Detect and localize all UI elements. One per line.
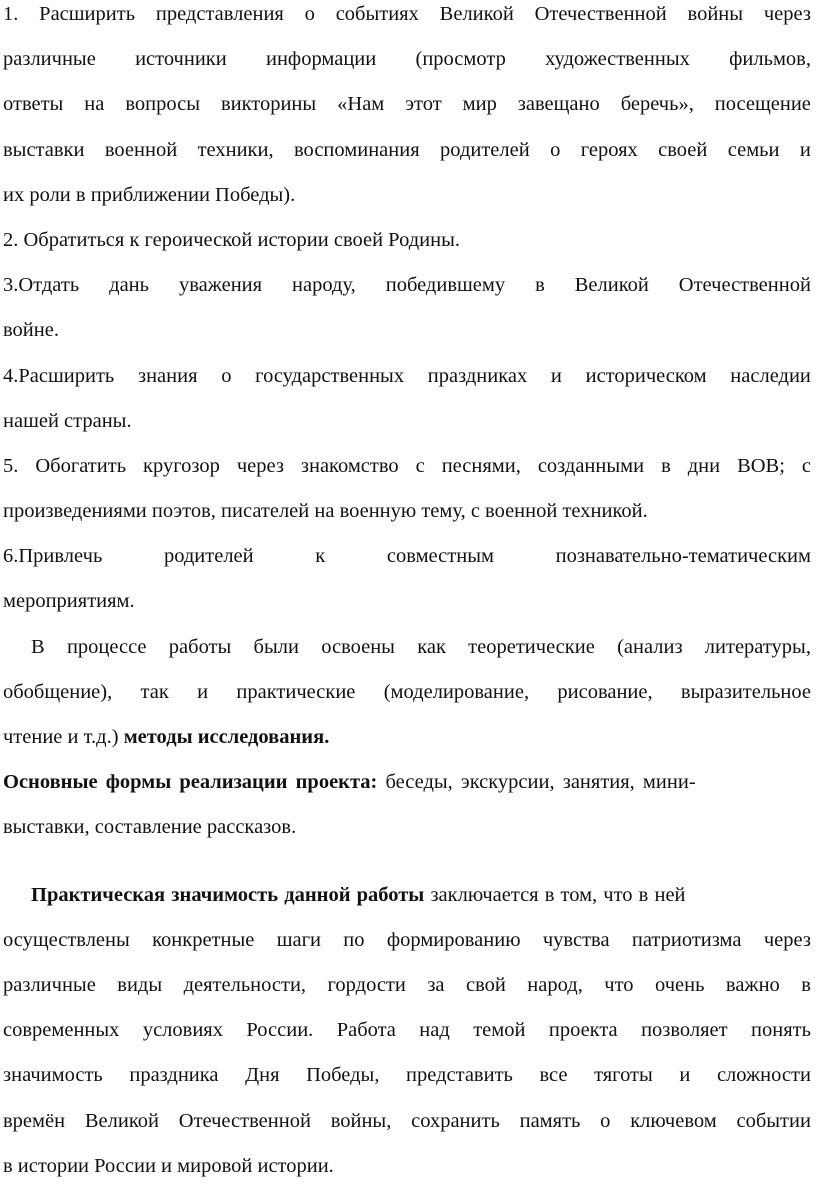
line-text: в истории России и мировой истории. bbox=[3, 1154, 334, 1177]
word: Дня bbox=[245, 1064, 280, 1087]
text-line bbox=[3, 1099, 811, 1144]
word: своей bbox=[658, 138, 708, 161]
forms-paragraph bbox=[3, 760, 811, 850]
goal-item-2 bbox=[3, 218, 811, 263]
text-line bbox=[3, 128, 811, 173]
methods-paragraph bbox=[3, 625, 811, 761]
word: войны, bbox=[330, 1109, 392, 1132]
word: виды bbox=[117, 973, 163, 996]
word: завещано bbox=[517, 93, 600, 116]
word: чувства bbox=[542, 928, 610, 951]
word: различные bbox=[3, 973, 96, 996]
goal-item-4 bbox=[3, 354, 811, 444]
line-text: заключается в том, что в ней bbox=[424, 883, 686, 906]
word: совместным bbox=[386, 545, 494, 568]
word: мир bbox=[462, 93, 497, 116]
word: позволяет bbox=[641, 1019, 728, 1042]
text-line bbox=[3, 173, 811, 218]
word: процессе bbox=[66, 635, 147, 658]
word: России. bbox=[246, 1019, 314, 1042]
word: событии bbox=[736, 1109, 811, 1132]
text-line bbox=[3, 37, 811, 82]
word: и bbox=[550, 364, 562, 387]
text-line bbox=[3, 579, 811, 624]
word: уважения bbox=[178, 274, 263, 297]
word: на bbox=[84, 93, 105, 116]
word: за bbox=[427, 973, 445, 996]
word: в bbox=[535, 274, 545, 297]
word: в bbox=[661, 454, 671, 477]
word: информации bbox=[265, 48, 377, 71]
word: тяготы bbox=[594, 1064, 653, 1087]
word: через bbox=[763, 928, 811, 951]
word: современных bbox=[3, 1019, 120, 1042]
word: о bbox=[304, 3, 315, 25]
word: литературы, bbox=[704, 635, 811, 658]
line-text: беседы, экскурсии, занятия, мини- bbox=[377, 771, 696, 794]
word: государственных bbox=[255, 364, 405, 387]
word: 5. bbox=[3, 454, 19, 477]
text-line bbox=[3, 489, 811, 534]
word: 6.Привлечь bbox=[3, 545, 103, 568]
word: темой bbox=[473, 1019, 526, 1042]
word: деятельности, bbox=[183, 973, 307, 996]
word: войны bbox=[687, 3, 744, 25]
word: В bbox=[31, 635, 45, 658]
text-line bbox=[3, 0, 811, 37]
line-text: нашей страны. bbox=[3, 409, 132, 432]
word: представить bbox=[406, 1064, 513, 1087]
word: созданными bbox=[537, 454, 645, 477]
word: значимость bbox=[3, 1064, 103, 1087]
word: память bbox=[519, 1109, 581, 1132]
word: праздниках bbox=[427, 364, 528, 387]
text-line bbox=[3, 308, 811, 353]
word: историческом bbox=[585, 364, 707, 387]
word: героях bbox=[580, 138, 638, 161]
word: (анализ bbox=[617, 635, 683, 658]
text-line bbox=[3, 263, 811, 308]
word: беречь», bbox=[620, 93, 694, 116]
word: сохранить bbox=[411, 1109, 500, 1132]
word: фильмов, bbox=[729, 48, 811, 71]
text-line bbox=[3, 1053, 811, 1098]
word: семьи bbox=[727, 138, 780, 161]
word: рисование, bbox=[557, 680, 653, 703]
line-text: чтение и т.д.) bbox=[3, 726, 124, 748]
word: наследии bbox=[730, 364, 811, 387]
word: ключевом bbox=[630, 1109, 717, 1132]
word: Отечественной bbox=[534, 3, 667, 25]
word: этот bbox=[405, 93, 442, 116]
word: что bbox=[604, 973, 634, 996]
word: с bbox=[415, 454, 425, 477]
word: Великой bbox=[439, 3, 514, 25]
word: Отечественной bbox=[678, 274, 811, 297]
text-line bbox=[3, 963, 811, 1008]
text-line bbox=[3, 918, 811, 963]
word: все bbox=[539, 1064, 568, 1087]
word: Расширить bbox=[39, 3, 136, 25]
word: народ, bbox=[527, 973, 583, 996]
word: представления bbox=[155, 3, 284, 25]
word: важно bbox=[725, 973, 780, 996]
word: техники, bbox=[197, 138, 274, 161]
text-line bbox=[3, 873, 811, 918]
word: 4.Расширить bbox=[3, 364, 115, 387]
text-line bbox=[3, 354, 811, 399]
word: были bbox=[253, 635, 299, 658]
word: времён bbox=[3, 1109, 66, 1132]
significance-bold-text: Практическая значимость данной работы bbox=[31, 883, 425, 906]
goal-item-3 bbox=[3, 263, 811, 353]
word: конкретные bbox=[152, 928, 255, 951]
word: вопросы bbox=[125, 93, 200, 116]
word: родителей bbox=[440, 138, 530, 161]
word: знакомство bbox=[300, 454, 399, 477]
word: о bbox=[600, 1109, 611, 1132]
word: Великой bbox=[84, 1109, 159, 1132]
word: сложности bbox=[716, 1064, 811, 1087]
word: шаги bbox=[276, 928, 321, 951]
word: ВОВ; bbox=[737, 454, 785, 477]
word: через bbox=[236, 454, 284, 477]
line-text: их роли в приближении Победы). bbox=[3, 183, 296, 206]
text-line bbox=[3, 625, 811, 670]
word: Работа bbox=[336, 1019, 396, 1042]
text-line bbox=[3, 444, 811, 489]
significance-paragraph bbox=[3, 873, 811, 1189]
word: воспоминания bbox=[294, 138, 420, 161]
line-text: 2. Обратиться к героической истории своей Родины. bbox=[3, 228, 460, 251]
text-line bbox=[3, 82, 811, 127]
text-line bbox=[3, 399, 811, 444]
word: знания bbox=[137, 364, 198, 387]
forms-bold-text: Основные формы реализации проекта: bbox=[3, 771, 378, 794]
word: познавательно-тематическим bbox=[555, 545, 811, 568]
word: победившему bbox=[385, 274, 506, 297]
word: событиях bbox=[335, 3, 419, 25]
word: работы bbox=[168, 635, 232, 658]
word: очень bbox=[655, 973, 705, 996]
word: как bbox=[417, 635, 446, 658]
line-text: мероприятиям. bbox=[3, 590, 135, 613]
goal-item-5 bbox=[3, 444, 811, 534]
word: проекта bbox=[548, 1019, 618, 1042]
text-line bbox=[3, 1008, 811, 1053]
word: свой bbox=[465, 973, 506, 996]
text-line bbox=[3, 805, 811, 850]
word: 1. bbox=[3, 3, 19, 25]
word: осуществлены bbox=[3, 928, 130, 951]
word: выразительное bbox=[680, 680, 811, 703]
word: дань bbox=[109, 274, 149, 297]
word: понять bbox=[751, 1019, 811, 1042]
word: Отечественной bbox=[178, 1109, 311, 1132]
text-line bbox=[3, 760, 811, 805]
word: викторины bbox=[220, 93, 317, 116]
word: теоретические bbox=[468, 635, 595, 658]
text-line bbox=[3, 1144, 811, 1189]
text-line bbox=[3, 534, 811, 579]
word: освоены bbox=[321, 635, 395, 658]
line-text: произведениями поэтов, писателей на военную тему, с военной техникой. bbox=[3, 500, 648, 523]
goal-item-6 bbox=[3, 534, 811, 624]
word: ответы bbox=[3, 93, 64, 116]
methods-bold-text: методы исследования. bbox=[123, 726, 330, 748]
word: и bbox=[197, 680, 209, 703]
word: Обогатить bbox=[35, 454, 127, 477]
word: (просмотр bbox=[415, 48, 506, 71]
word: дни bbox=[687, 454, 721, 477]
word: народу, bbox=[292, 274, 356, 297]
word: патриотизма bbox=[631, 928, 742, 951]
word: над bbox=[419, 1019, 450, 1042]
word: условиях bbox=[142, 1019, 223, 1042]
word: обобщение), bbox=[3, 680, 113, 703]
word: практические bbox=[236, 680, 356, 703]
text-line bbox=[3, 715, 811, 760]
word: в bbox=[801, 973, 811, 996]
word: праздника bbox=[129, 1064, 219, 1087]
word: выставки bbox=[3, 138, 85, 161]
word: Великой bbox=[574, 274, 649, 297]
goal-item-1 bbox=[3, 0, 811, 218]
word: и bbox=[679, 1064, 691, 1087]
word: через bbox=[763, 3, 811, 25]
word: так bbox=[140, 680, 169, 703]
word: художественных bbox=[545, 48, 690, 71]
text-line bbox=[3, 218, 811, 263]
word: (моделирование, bbox=[383, 680, 530, 703]
word: посещение bbox=[714, 93, 811, 116]
word: различные bbox=[3, 48, 96, 71]
word: формированию bbox=[386, 928, 521, 951]
word: песнями, bbox=[441, 454, 521, 477]
word: 3.Отдать bbox=[3, 274, 80, 297]
word: «Нам bbox=[337, 93, 385, 116]
text-line bbox=[3, 670, 811, 715]
line-text: выставки, составление рассказов. bbox=[3, 816, 297, 839]
word: источники bbox=[135, 48, 227, 71]
word: и bbox=[799, 138, 811, 161]
word: военной bbox=[104, 138, 178, 161]
word: гордости bbox=[327, 973, 406, 996]
word: родителей bbox=[163, 545, 254, 568]
word: о bbox=[221, 364, 232, 387]
word: по bbox=[343, 928, 365, 951]
word: кругозор bbox=[143, 454, 220, 477]
word: о bbox=[550, 138, 561, 161]
word: с bbox=[801, 454, 811, 477]
word: Победы, bbox=[306, 1064, 380, 1087]
line-text: войне. bbox=[3, 319, 59, 342]
word: к bbox=[315, 545, 326, 568]
